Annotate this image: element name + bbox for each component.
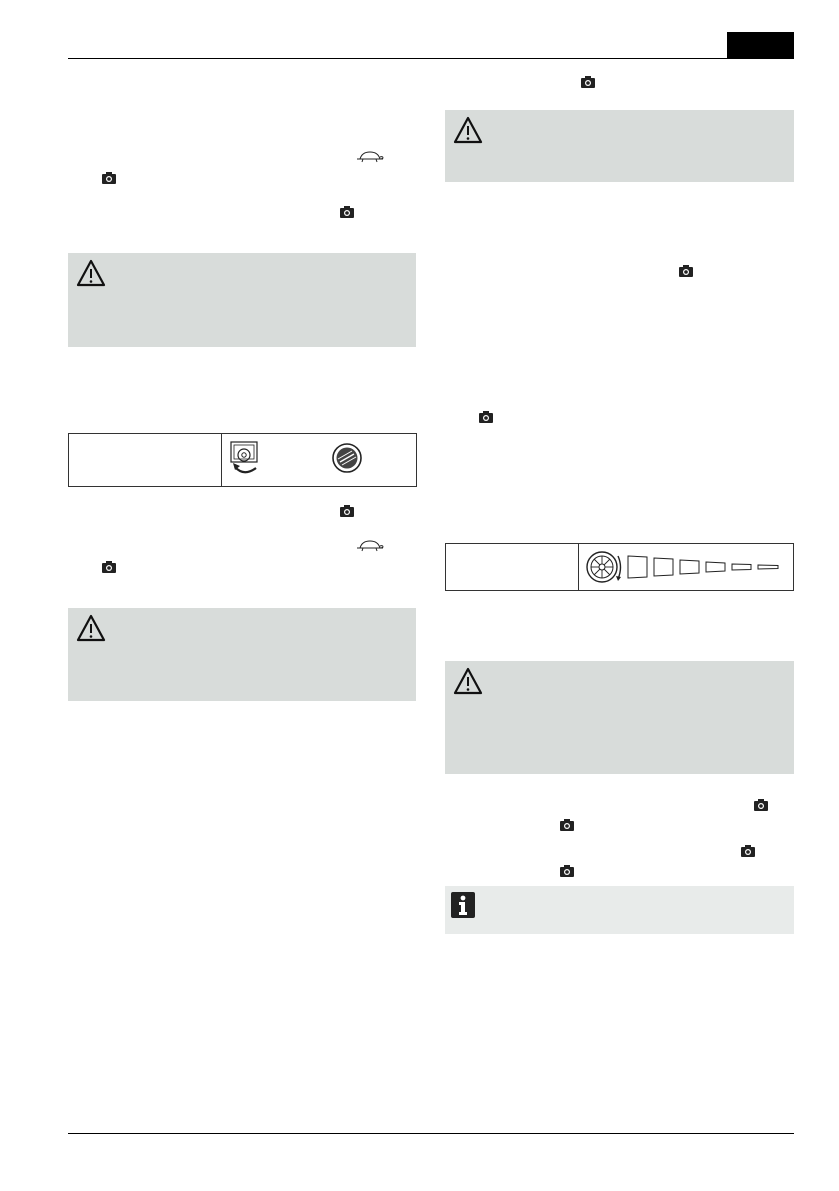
camera-icon (560, 865, 574, 877)
turtle-icon (356, 538, 384, 552)
wheel-wear-icon (585, 548, 790, 586)
symbol-table (68, 433, 417, 487)
camera-icon (340, 206, 354, 218)
camera-icon (102, 561, 116, 573)
camera-icon (581, 76, 595, 88)
brush-disc-icon (331, 442, 363, 474)
language-tab (727, 32, 794, 58)
gear-rotate-icon (230, 441, 260, 479)
camera-icon (102, 172, 116, 184)
warning-box (68, 253, 416, 347)
camera-icon (340, 505, 354, 517)
warning-triangle-icon (453, 667, 483, 695)
info-box (445, 886, 794, 934)
warning-box (445, 110, 794, 182)
warning-box (68, 608, 416, 701)
footer-rule (68, 1133, 794, 1134)
warning-box (445, 661, 794, 774)
warning-triangle-icon (453, 116, 483, 144)
warning-triangle-icon (76, 614, 106, 642)
camera-icon (741, 845, 755, 857)
info-icon (451, 892, 475, 918)
camera-icon (679, 265, 693, 277)
camera-icon (479, 411, 493, 423)
warning-triangle-icon (76, 259, 106, 287)
camera-icon (560, 819, 574, 831)
wheel-wear-table (445, 543, 794, 591)
turtle-icon (356, 149, 384, 163)
camera-icon (754, 799, 768, 811)
header-rule (68, 58, 794, 59)
